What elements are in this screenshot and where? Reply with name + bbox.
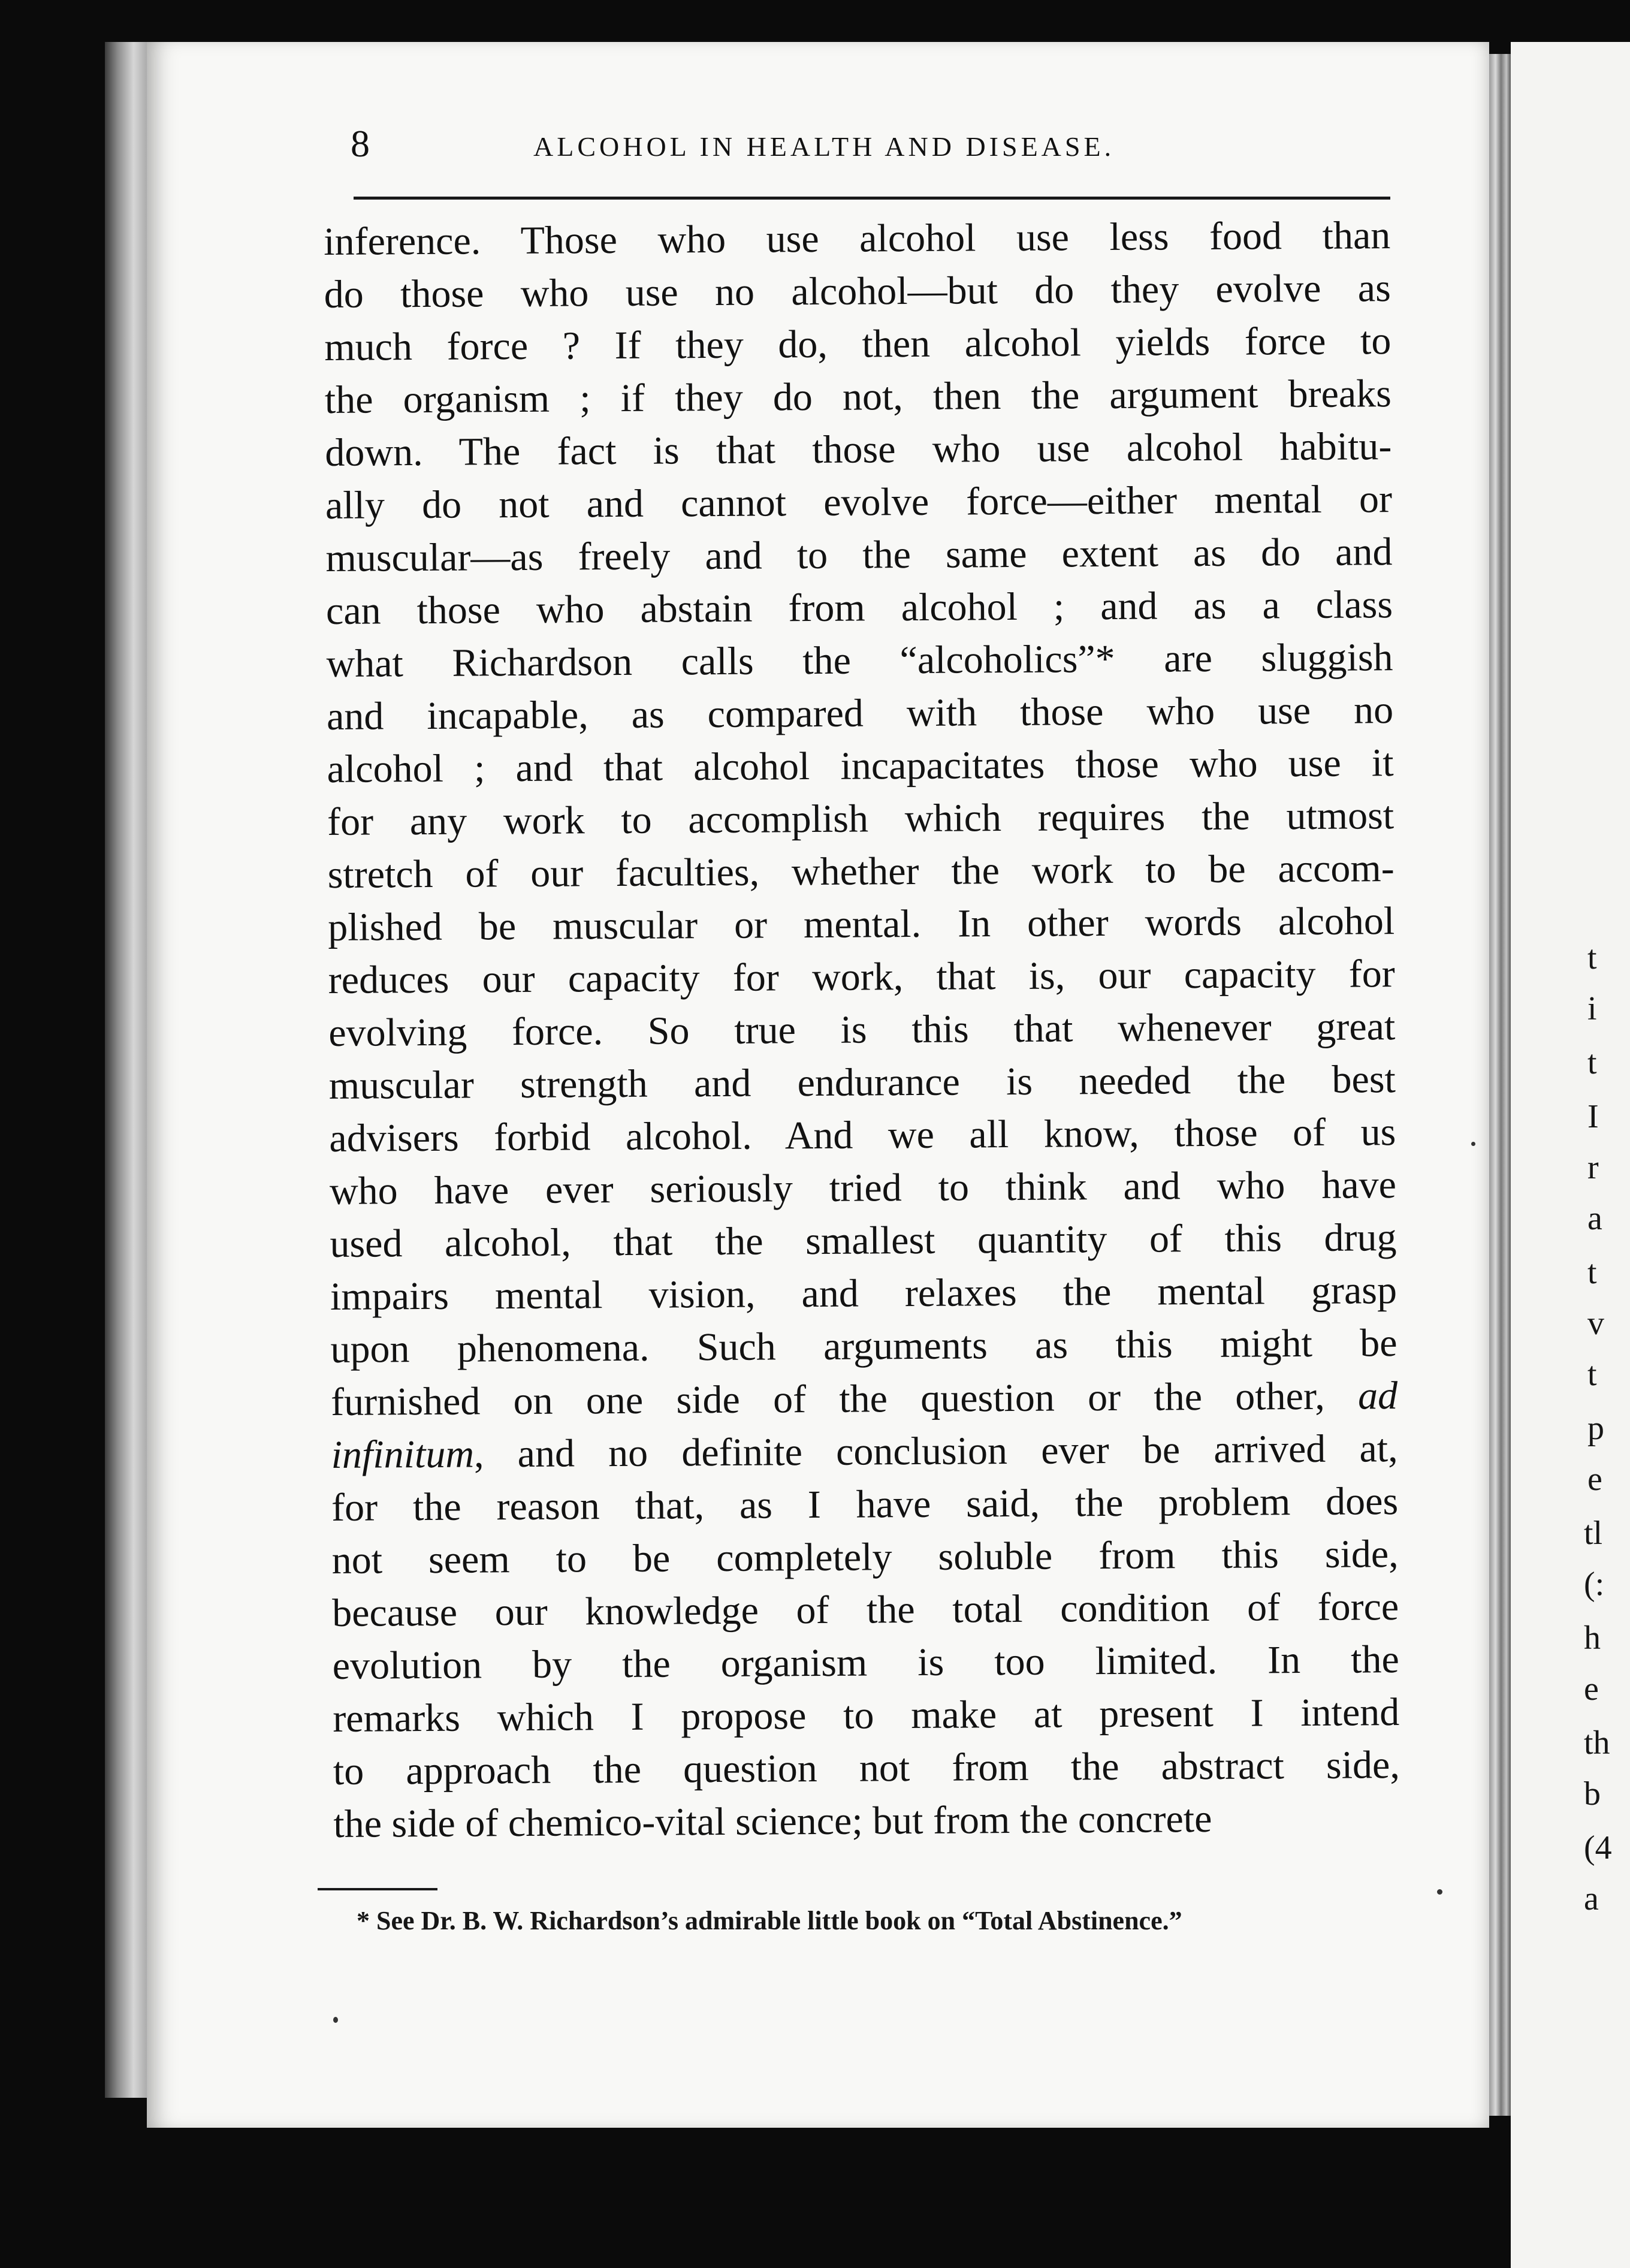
adjacent-page-fragment: r <box>1587 1149 1599 1186</box>
adjacent-page-fragment: th <box>1584 1724 1610 1762</box>
adjacent-page-fragment: t <box>1587 939 1597 976</box>
text-line: the side of chemico-vital science; but from the concrete <box>333 1796 1212 1846</box>
adjacent-page-fragment: a <box>1584 1880 1599 1917</box>
adjacent-page <box>1511 42 1630 2268</box>
text-line: stretch of our faculties, whether the work to be accom- <box>327 846 1394 897</box>
italic-word: infinitum <box>331 1432 475 1477</box>
text-line: muscular strength and endurance is needed the best <box>328 1057 1396 1108</box>
text-line <box>331 1370 1398 1429</box>
text-line: remarks which I propose to make at present I intend <box>333 1690 1400 1741</box>
text-line: because our knowledge of the total condition of force <box>332 1585 1399 1635</box>
text-line: down. The fact is that those who use alcohol habitu- <box>325 424 1392 475</box>
text-line: the organism ; if they do not, then the argument breaks <box>324 372 1392 422</box>
text-line: evolving force. So true is this that whenever great <box>328 1005 1396 1055</box>
adjacent-page-fragment: tl <box>1584 1515 1603 1552</box>
running-head: ALCOHOL IN HEALTH AND DISEASE. <box>533 131 1115 162</box>
text-line: for any work to accomplish which requires the utmost <box>327 794 1394 844</box>
page-edges <box>1489 54 1511 2116</box>
header-rule <box>354 197 1390 200</box>
adjacent-page-fragment: (: <box>1584 1566 1605 1603</box>
text-line: upon phenomena. Such arguments as this might be <box>330 1321 1397 1371</box>
text-line: do those who use no alcohol—but do they evolve as <box>324 266 1391 316</box>
adjacent-page-fragment: p <box>1587 1410 1604 1447</box>
text-line: alcohol ; and that alcohol incapacitates those who use it <box>327 741 1394 791</box>
text-line: what Richardson calls the “alcoholics”* are sluggish <box>326 635 1393 686</box>
text-line: who have ever seriously tried to think and who have <box>329 1163 1397 1213</box>
page-number: 8 <box>351 122 370 165</box>
text-line: plished be muscular or mental. In other words alcohol <box>328 899 1395 949</box>
text-line: can those who abstain from alcohol ; and as a class <box>325 583 1393 633</box>
adjacent-page-fragment: i <box>1587 990 1597 1027</box>
adjacent-page-fragment: v <box>1587 1305 1604 1342</box>
text-line-main: infinitum, and no definite conclusion ever be arrived at, <box>331 1426 1398 1477</box>
text-line: much force ? If they do, then alcohol yields force to <box>324 319 1391 369</box>
adjacent-page-fragment: b <box>1584 1775 1601 1812</box>
scan-speck <box>1437 1889 1442 1895</box>
text-line-main: furnished on one side of the question or the other, <box>330 1374 1326 1424</box>
text-line: to approach the question not from the abstract side, <box>333 1743 1400 1793</box>
adjacent-page-fragment: t <box>1587 1044 1597 1081</box>
scan-speck <box>333 2017 338 2023</box>
scan-speck <box>1471 1142 1475 1146</box>
text-line: for the reason that, as I have said, the problem does <box>331 1479 1399 1530</box>
text-line: advisers forbid alcohol. And we all know, those of us <box>329 1110 1396 1160</box>
adjacent-page-fragment: (4 <box>1584 1829 1612 1866</box>
text-line: reduces our capacity for work, that is, our capacity for <box>328 952 1395 1002</box>
adjacent-page-fragment: e <box>1587 1461 1602 1498</box>
text-line <box>331 1422 1398 1482</box>
adjacent-page-fragment: h <box>1584 1619 1601 1657</box>
text-line: evolution by the organism is too limited. In the <box>332 1637 1399 1688</box>
text-line: muscular—as freely and to the same extent as do and <box>325 530 1393 580</box>
body-text <box>324 209 1400 1888</box>
text-line: not seem to be completely soluble from this side, <box>331 1532 1399 1582</box>
text-line: inference. Those who use alcohol use less food than <box>324 213 1391 264</box>
adjacent-page-fragment: a <box>1587 1200 1602 1237</box>
text-line: used alcohol, that the smallest quantity of this drug <box>330 1216 1397 1266</box>
italic-word: ad <box>1357 1374 1398 1418</box>
footnote-rule <box>318 1888 437 1890</box>
text-line: and incapable, as compared with those who use no <box>326 688 1394 738</box>
footnote: * See Dr. B. W. Richardson’s admirable little book on “Total Abstinence.” <box>357 1906 1182 1935</box>
adjacent-page-fragment: I <box>1587 1098 1599 1135</box>
page-header <box>351 117 1390 171</box>
adjacent-page-fragment: e <box>1584 1670 1599 1708</box>
adjacent-page-fragment: t <box>1587 1356 1597 1393</box>
text-line: impairs mental vision, and relaxes the mental grasp <box>330 1268 1397 1319</box>
adjacent-page-fragment: t <box>1587 1254 1597 1291</box>
text-line: ally do not and cannot evolve force—either mental or <box>325 477 1393 527</box>
